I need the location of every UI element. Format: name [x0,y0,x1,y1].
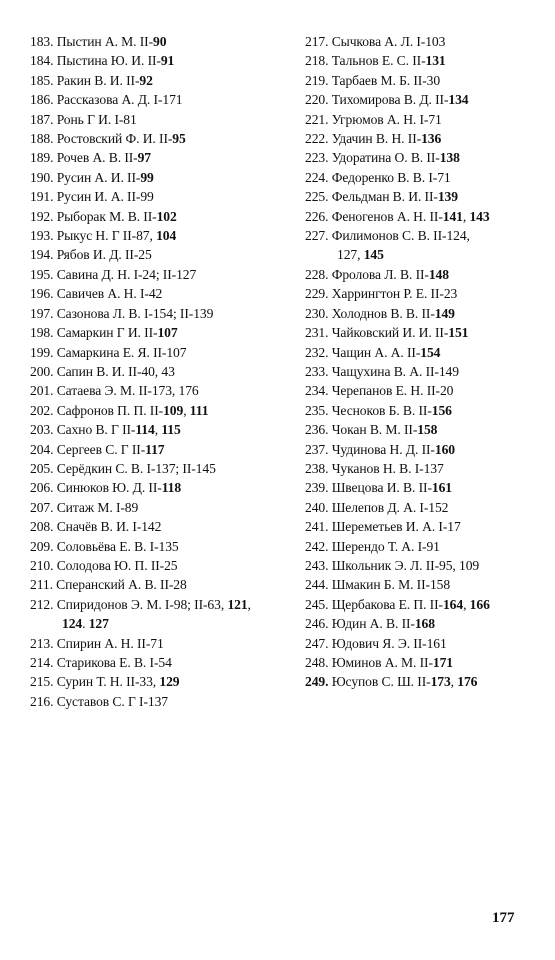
index-entry-bold-segment: 158 [417,422,438,438]
index-entry-bold-segment: 249. [305,674,329,690]
index-entry-segment: 237. Чудинова Н. Д. II- [305,441,435,457]
index-entry [30,478,295,497]
index-entry [305,32,550,51]
index-entry-segment: 230. Холоднов В. В. II- [305,305,435,321]
index-entry-segment: , [462,208,470,224]
index-entry-segment: 220. Тихомирова В. Д. II- [305,92,449,108]
index-entry [305,537,550,556]
index-entry [305,284,550,303]
index-entry-segment: 196. Савичев А. Н. I-42 [30,286,163,302]
index-entry-segment: 207. Ситаж М. I-89 [30,499,139,515]
index-entry-segment: 227. Филимонов С. В. II-124, [305,228,470,244]
index-entry [30,90,295,109]
index-entry [30,517,295,536]
index-entry [305,51,550,70]
index-entry [30,537,295,556]
index-entry-segment: 241. Шереметьев И. А. I-17 [305,519,461,535]
index-entry-segment: 216. Суставов С. Г I-137 [30,693,168,709]
index-entry-bold-segment: 168 [414,616,435,632]
index-entry [30,110,295,129]
index-entry-segment: 247. Юдович Я. Э. II-161 [305,635,447,651]
index-entry [30,575,295,594]
index-entry-segment: , [183,402,190,418]
index-entry [305,129,550,148]
index-entry-segment: 186. Рассказова А. Д. I-171 [30,92,183,108]
index-entry [305,401,550,420]
index-entry-bold-segment: 118 [161,480,182,496]
index-entry [30,381,295,400]
index-entry [305,575,550,594]
index-entry-segment: 244. Шмакин Б. М. II-158 [305,577,451,593]
index-entry [305,226,550,265]
index-entry-bold-segment: 145 [363,247,384,263]
page-number: 177 [492,910,515,926]
index-entry [30,343,295,362]
index-entry-segment: 206. Синюков Ю. Д. II- [30,480,162,496]
index-entry-bold-segment: 115 [161,422,181,438]
index-entry [30,362,295,381]
index-entry [305,517,550,536]
index-entry-bold-segment: 102 [156,208,177,224]
index-entry-segment: 232. Чащин А. А. II- [305,344,421,360]
index-entry-segment: 221. Угрюмов А. Н. I-71 [305,111,442,127]
index-entry [305,614,550,633]
index-entry [30,265,295,284]
index-entry-bold-segment: 91 [160,53,175,69]
index-entry-segment: 219. Тарбаев М. Б. II-30 [305,72,441,88]
index-entry-bold-segment: 151 [448,325,469,341]
index-entry-continuation [30,614,295,633]
index-entry-segment: 203. Сахно В. Г II- [30,422,136,438]
index-entry-segment: 201. Сатаева Э. М. II-173, 176 [30,383,199,399]
index-entry-segment: 235. Чесноков Б. В. II- [305,402,432,418]
index-entry-segment: 212. Спиридонов Э. М. I-98; II-63, [30,596,228,612]
index-entry [30,498,295,517]
index-entry-bold-segment: 134 [448,92,469,108]
index-entry-bold-segment: 154 [420,344,441,360]
index-entry-bold-segment: 164 [442,596,464,612]
index-entry-bold-segment: 95 [172,131,186,147]
index-entry-segment: 205. Серёдкин С. В. I-137; II-145 [30,460,216,476]
index-entry [30,187,295,206]
index-entry-bold-segment: 148 [428,266,449,282]
index-entry [30,556,295,575]
index-entry [305,381,550,400]
index-entry [305,168,550,187]
index-entry-bold-segment: 90 [153,34,167,49]
index-entry-segment: 242. Шерендо Т. А. I-91 [305,538,440,554]
index-entry-bold-segment: 138 [439,150,460,166]
index-entry-segment: 233. Чащухина В. А. II-149 [305,363,459,379]
index-entry-segment: 194. Рябов И. Д. II-25 [30,247,152,263]
index-entry-segment: 184. Пыстина Ю. И. II- [30,53,161,69]
index-entry-bold-segment: 131 [425,53,446,69]
index-entry-segment: 199. Самаркина Е. Я. II-107 [30,344,187,360]
index-entry-segment: 202. Сафронов П. П. II- [30,402,164,418]
index-entry-segment: 246. Юдин А. В. II- [305,616,415,632]
index-entry-bold-segment: 149 [434,305,455,321]
index-entry-bold-segment: 141 [442,208,463,224]
index-entry-bold-segment: 107 [157,325,178,341]
index-entry-segment: 243. Школьник Э. Л. II-95, 109 [305,557,480,573]
index-entry [305,478,550,497]
index-entry-segment: 218. Тальнов Е. С. II- [305,53,426,69]
index-entry [305,498,550,517]
index-entry-bold-segment: 176 [457,674,478,690]
index-entry-segment: 238. Чуканов Н. В. I-137 [305,460,444,476]
index-entry [305,187,550,206]
index-entry-segment: 192. Рыборак М. В. II- [30,208,157,224]
index-entry [305,556,550,575]
index-entry [30,51,295,70]
index-entry-segment: 215. Сурин Т. Н. II-33, [30,674,160,690]
index-entry [30,226,295,245]
index-entry [305,459,550,478]
index-entry-bold-segment: 121 [227,596,248,612]
index-entry-segment: 193. Рыкус Н. Г II-87, [30,228,157,244]
index-entry-bold-segment: 109 [163,402,184,418]
index-entry-segment: , [247,596,251,612]
index-entry-bold-segment: 166 [469,596,490,612]
index-entry [30,284,295,303]
index-entry [30,323,295,342]
index-entry [305,304,550,323]
index-entry [305,672,550,691]
index-entry-bold-segment: 143 [469,208,490,224]
index-entry [30,420,295,439]
index-entry [30,148,295,167]
index-entry [305,323,550,342]
index-entry-segment: 188. Ростовский Ф. И. II- [30,131,173,147]
index-entry [305,71,550,90]
index-entry-bold-segment: 127 [88,616,109,632]
index-entry-segment: 190. Русин А. И. II- [30,169,141,185]
index-entry [30,304,295,323]
index-entry-segment: 248. Юминов А. М. II- [305,655,433,670]
index-entry [305,595,550,614]
index-entry-bold-segment: 111 [189,402,209,418]
index-entry-segment: 127, [337,247,364,263]
index-entry-bold-segment: 129 [159,674,180,690]
index-entry [305,420,550,439]
index-entry-continuation [305,245,550,264]
index-entry-segment: 234. Черепанов Е. Н. II-20 [305,383,454,399]
index-entry [30,595,295,634]
index-entry [30,692,295,711]
index-entry-bold-segment: 97 [137,150,152,166]
index-entry-segment: 197. Сазонова Л. В. I-154; II-139 [30,305,214,321]
index-entry-bold-segment: 173 [430,674,451,690]
index-entry-segment: 214. Старикова Е. В. I-54 [30,655,172,670]
index-entry-segment: 189. Рочев А. В. II- [30,150,138,166]
index-entry-bold-segment: 117 [145,441,165,457]
index-entry-segment: , [154,422,162,438]
index-entry [305,653,550,672]
index-entry-segment: 225. Фельдман В. И. II- [305,189,438,205]
index-entry-segment: 209. Соловьёва Е. В. I-135 [30,538,179,554]
index-entry-segment: 191. Русин И. А. II-99 [30,189,154,205]
index-entry-segment: 187. Ронь Г И. I-81 [30,111,137,127]
index-entry-bold-segment: 171 [432,655,453,670]
index-entry-segment: 228. Фролова Л. В. II- [305,266,429,282]
index-entry [305,110,550,129]
index-entry-segment: 217. Сычкова А. Л. I-103 [305,34,446,49]
index-entry-bold-segment: 99 [140,169,154,185]
index-entry-segment: 185. Ракин В. И. II- [30,72,140,88]
index-entry-segment: 226. Феногенов А. Н. II- [305,208,443,224]
index-entry-segment: 223. Удоратина О. В. II- [305,150,440,166]
index-entry [30,440,295,459]
index-entry-segment: 231. Чайковский И. И. II- [305,325,449,341]
index-entry-segment: 211. Сперанский А. В. II-28 [30,577,187,593]
index-entry-bold-segment: 136 [421,131,442,147]
index-entry [30,634,295,653]
index-entry [305,362,550,381]
index-entry [30,168,295,187]
index-entry-segment: 183. Пыстин А. М. II- [30,34,154,49]
index-entry [30,653,295,672]
index-entry-segment: , [463,596,470,612]
index-entry [305,440,550,459]
index-entry-segment: . [82,616,89,632]
index-entry-segment: 204. Сергеев С. Г II- [30,441,146,457]
index-entry [305,343,550,362]
index-entry [30,459,295,478]
index-entry-bold-segment: 156 [431,402,452,418]
index-entry-bold-segment: 160 [434,441,455,457]
index-entry [30,207,295,226]
index-entry [305,634,550,653]
index-column-left [30,32,295,711]
index-entry-segment: 200. Сапин В. И. II-40, 43 [30,363,175,379]
index-entry-segment: Юсупов С. Ш. II- [328,674,431,690]
index-entry-segment: 236. Чокан В. М. II- [305,422,418,438]
index-entry [305,265,550,284]
index-entry [30,672,295,691]
index-entry-bold-segment: 161 [431,480,452,496]
index-column-right [305,32,550,692]
index-entry-segment: 229. Харрингтон Р. Е. II-23 [305,286,458,302]
index-entry [30,71,295,90]
index-entry [305,148,550,167]
index-entry-segment: 222. Удачин В. Н. II- [305,131,422,147]
index-entry-segment: 195. Савина Д. Н. I-24; II-127 [30,266,197,282]
index-entry-segment: 210. Солодова Ю. П. II-25 [30,557,178,573]
index-entry-bold-segment: 139 [437,189,458,205]
index-entry [305,90,550,109]
index-entry-segment: 245. Щербакова Е. П. II- [305,596,443,612]
index-entry-bold-segment: 124 [62,616,83,632]
index-entry-bold-segment: 114 [135,422,155,438]
index-entry [30,129,295,148]
index-entry-segment: 208. Сначёв В. И. I-142 [30,519,162,535]
index-entry [30,32,295,51]
index-entry-segment: 240. Шелепов Д. А. I-152 [305,499,449,515]
index-entry-segment: 224. Федоренко В. В. I-71 [305,169,451,185]
index-entry [30,401,295,420]
index-entry-segment: 213. Спирин А. Н. II-71 [30,635,164,651]
index-entry-bold-segment: 104 [156,228,177,244]
index-entry-bold-segment: 92 [139,72,153,88]
index-entry [305,207,550,226]
index-entry-segment: , [450,674,458,690]
index-entry-segment: 198. Самаркин Г И. II- [30,325,158,341]
index-entry [30,245,295,264]
index-entry-segment: 239. Швецова И. В. II- [305,480,432,496]
